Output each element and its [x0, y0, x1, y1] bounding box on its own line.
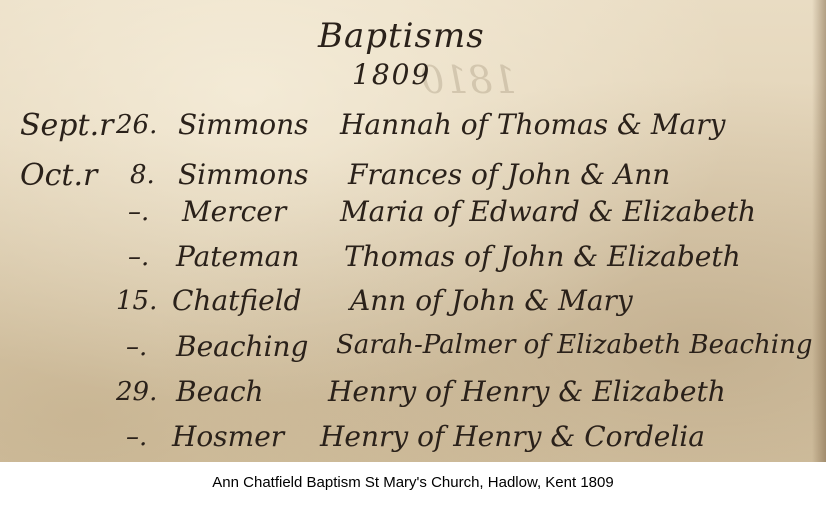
row-surname: Simmons	[178, 158, 309, 191]
row-surname: Beaching	[176, 330, 309, 363]
row-surname: Beach	[176, 375, 264, 408]
row-entry: Sarah-Palmer of Elizabeth Beaching	[336, 330, 813, 360]
row-surname: Hosmer	[172, 420, 285, 453]
row-day: 26.	[116, 110, 158, 140]
row-surname: Chatfield	[172, 284, 302, 317]
row-entry: Ann of John & Mary	[350, 284, 633, 317]
bleed-through-year: 1810	[420, 58, 517, 102]
row-entry: Henry of Henry & Elizabeth	[328, 375, 726, 408]
register-row	[0, 240, 826, 282]
row-entry: Maria of Edward & Elizabeth	[340, 195, 757, 228]
row-entry: Frances of John & Ann	[348, 158, 671, 191]
register-row	[0, 108, 826, 150]
row-day: –.	[126, 422, 148, 452]
image-caption: Ann Chatfield Baptism St Mary's Church, Hadlow, Kent 1809	[212, 474, 614, 491]
row-surname: Simmons	[178, 108, 309, 141]
row-entry: Henry of Henry & Cordelia	[320, 420, 705, 453]
row-surname: Mercer	[182, 195, 287, 228]
row-day: –.	[126, 332, 148, 362]
register-row	[0, 195, 826, 237]
register-row	[0, 375, 826, 417]
register-row	[0, 330, 826, 372]
row-day: –.	[128, 197, 150, 227]
row-month: Sept.r	[20, 108, 114, 143]
row-entry: Thomas of John & Elizabeth	[344, 240, 741, 273]
row-day: 8.	[130, 160, 155, 190]
row-day: 29.	[116, 377, 158, 407]
row-day: 15.	[116, 286, 158, 316]
register-year: 1809	[352, 58, 432, 91]
row-surname: Pateman	[176, 240, 300, 273]
register-heading: Baptisms	[318, 16, 485, 56]
register-row	[0, 284, 826, 326]
row-day: –.	[128, 242, 150, 272]
row-month: Oct.r	[20, 158, 98, 193]
register-row	[0, 420, 826, 462]
register-row	[0, 158, 826, 200]
row-entry: Hannah of Thomas & Mary	[340, 108, 726, 141]
